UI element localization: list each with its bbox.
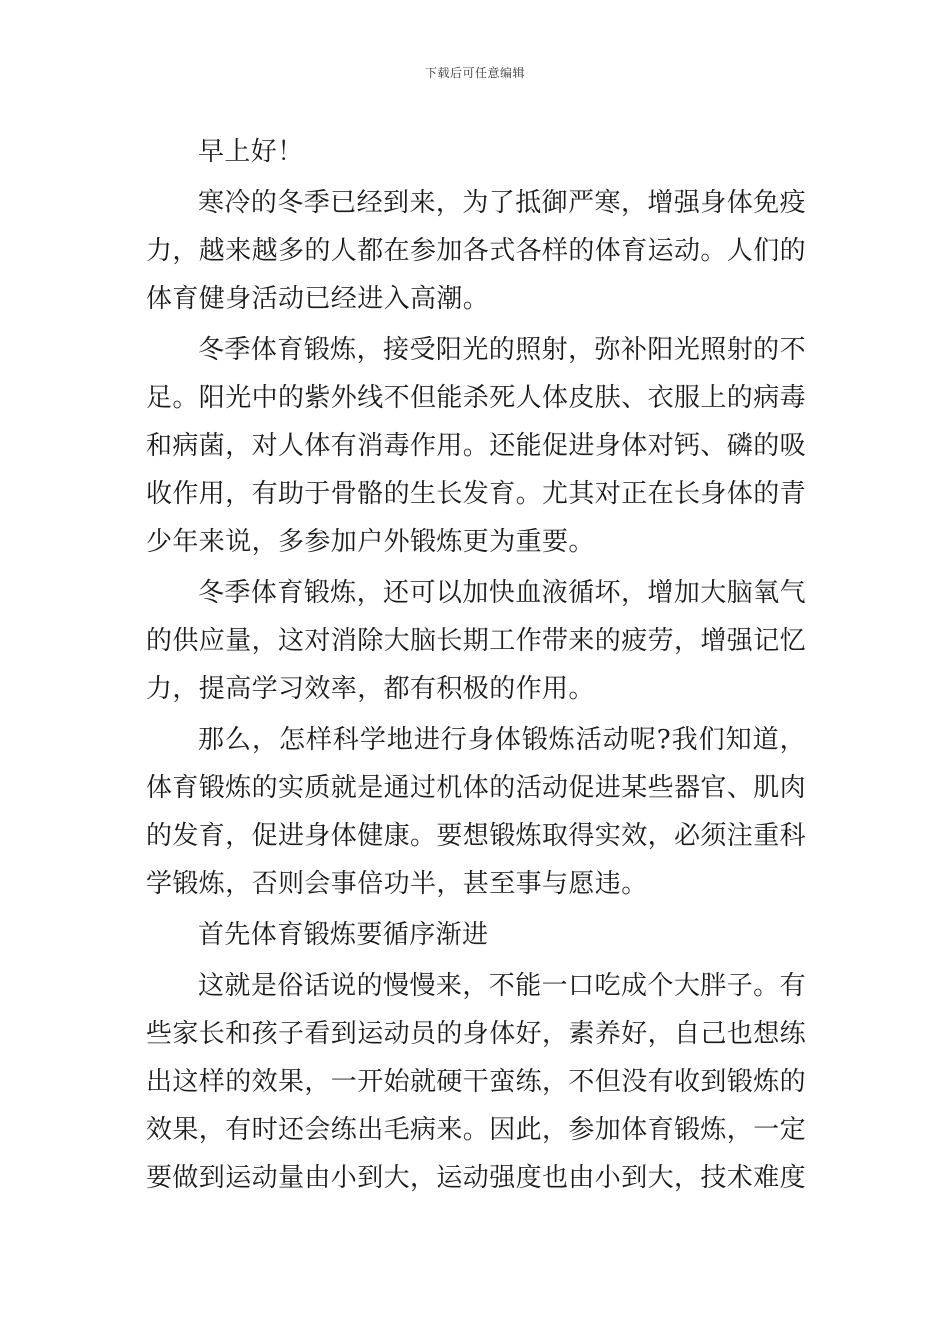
paragraph: 这就是俗话说的慢慢来，不能一口吃成个大胖子。有些家长和孩子看到运动员的身体好，素养好，自己也想练出这样的效果，一开始就硬干蛮练，不但没有收到锻炼的效果，有时还会练出毛病来。因此，参加体育锻炼，一定要做到运动量由小到大，运动强度也由小到大，技术难度 (146, 971, 807, 1193)
paragraph: 那么，怎样科学地进行身体锻炼活动呢?我们知道，体育锻炼的实质就是通过机体的活动促进某些器官、肌肉的发育，促进身体健康。要想锻炼取得实效，必须注重科学锻炼，否则会事倍功半，甚至事与愿违。 (146, 725, 807, 899)
paragraph: 冬季体育锻炼，接受阳光的照射，弥补阳光照射的不足。阳光中的紫外线不但能杀死人体皮肤、衣服上的病毒和病菌，对人体有消毒作用。还能促进身体对钙、磷的吸收作用，有助于骨骼的生长发育。尤其对正在长身体的青少年来说，多参加户外锻炼更为重要。 (146, 335, 807, 557)
header-note: 下载后可任意编辑 (424, 66, 525, 80)
paragraph-greeting: 早上好！ (198, 137, 304, 167)
document-body (146, 128, 806, 1205)
paragraph: 寒冷的冬季已经到来，为了抵御严寒，增强身体免疫力，越来越多的人都在参加各式各样的体育运动。人们的体育健身活动已经进入高潮。 (146, 188, 807, 314)
paragraph: 冬季体育锻炼，还可以加快血液循坏，增加大脑氧气的供应量，这对消除大脑长期工作带来的疲劳，增强记忆力，提高学习效率，都有积极的作用。 (146, 578, 807, 704)
section-heading: 首先体育锻炼要循序渐进 (198, 920, 489, 950)
